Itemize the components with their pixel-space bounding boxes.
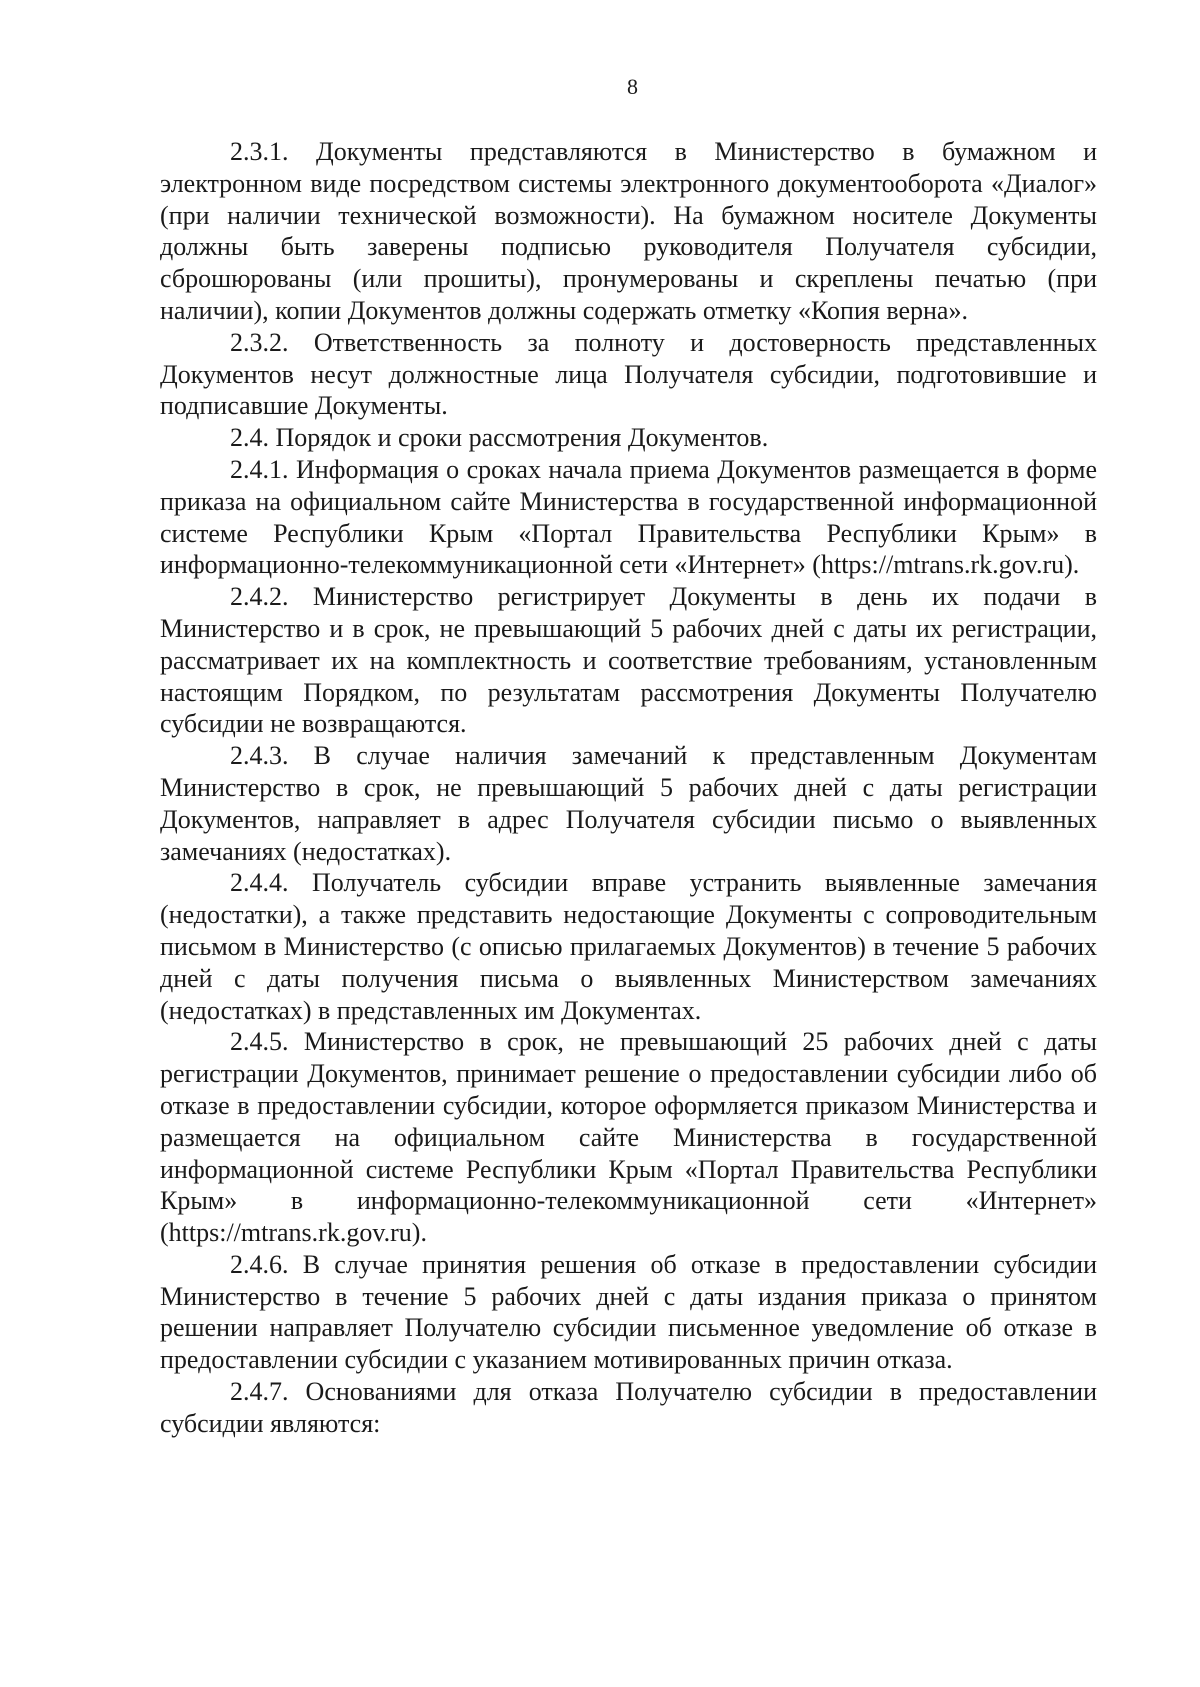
page-number: 8 [627,74,638,99]
document-body [160,136,1097,1440]
paragraph-2-4-5: 2.4.5. Министерство в срок, не превышающий 25 рабочих дней с даты регистрации Документов, принимает решение о предоставлении субсидии либо об отказе в предоставлении субсидии, которое оформляется приказом Министерства и размещается на официальном сайте Министерства в государственной информационной системе Республики Крым «Портал Правительства Республики Крым» в информационно-телекоммуникационной сети «Интернет» (https://mtrans.rk.gov.ru). [160,1027,1097,1248]
paragraph-2-3-1: 2.3.1. Документы представляются в Министерство в бумажном и электронном виде посредством системы электронного документооборота «Диалог» (при наличии технической возможности). На бумажном носителе Документы должны быть заверены подписью руководителя Получателя субсидии, сброшюрованы (или прошиты), пронумерованы и скреплены печатью (при наличии), копии Документов должны содержать отметку «Копия верна». [160,137,1097,325]
paragraph-2-4-6: 2.4.6. В случае принятия решения об отказе в предоставлении субсидии Министерство в течение 5 рабочих дней с даты издания приказа о принятом решении направляет Получателю субсидии письменное уведомление об отказе в предоставлении субсидии с указанием мотивированных причин отказа. [160,1249,1097,1375]
paragraph-2-4-2: 2.4.2. Министерство регистрирует Документы в день их подачи в Министерство и в срок, не превышающий 5 рабочих дней с даты их регистрации, рассматривает их на комплектность и соответствие требованиям, установленным настоящим Порядком, по результатам рассмотрения Документы Получателю субсидии не возвращаются. [160,582,1097,739]
paragraph-2-4-1: 2.4.1. Информация о сроках начала приема Документов размещается в форме приказа на официальном сайте Министерства в государственной информационной системе Республики Крым «Портал Правительства Республики Крым» в информационно-телекоммуникационной сети «Интернет» (https://mtrans.rk.gov.ru). [160,454,1097,580]
paragraph-2-4-4: 2.4.4. Получатель субсидии вправе устранить выявленные замечания (недостатки), а также представить недостающие Документы с сопроводительным письмом в Министерство (с описью прилагаемых Документов) в течение 5 рабочих дней с даты получения письма о выявленных Министерством замечаниях (недостатках) в представленных им Документах. [160,868,1097,1025]
paragraph-2-4: 2.4. Порядок и сроки рассмотрения Документов. [230,423,769,453]
paragraph-2-4-7: 2.4.7. Основаниями для отказа Получателю субсидии в предоставлении субсидии являются: [160,1377,1097,1438]
paragraph-2-4-3: 2.4.3. В случае наличия замечаний к представленным Документам Министерство в срок, не превышающий 5 рабочих дней с даты регистрации Документов, направляет в адрес Получателя субсидии письмо о выявленных замечаниях (недостатках). [160,741,1097,866]
paragraph-2-3-2: 2.3.2. Ответственность за полноту и достоверность представленных Документов несут должностные лица Получателя субсидии, подготовившие и подписавшие Документы. [160,327,1097,421]
